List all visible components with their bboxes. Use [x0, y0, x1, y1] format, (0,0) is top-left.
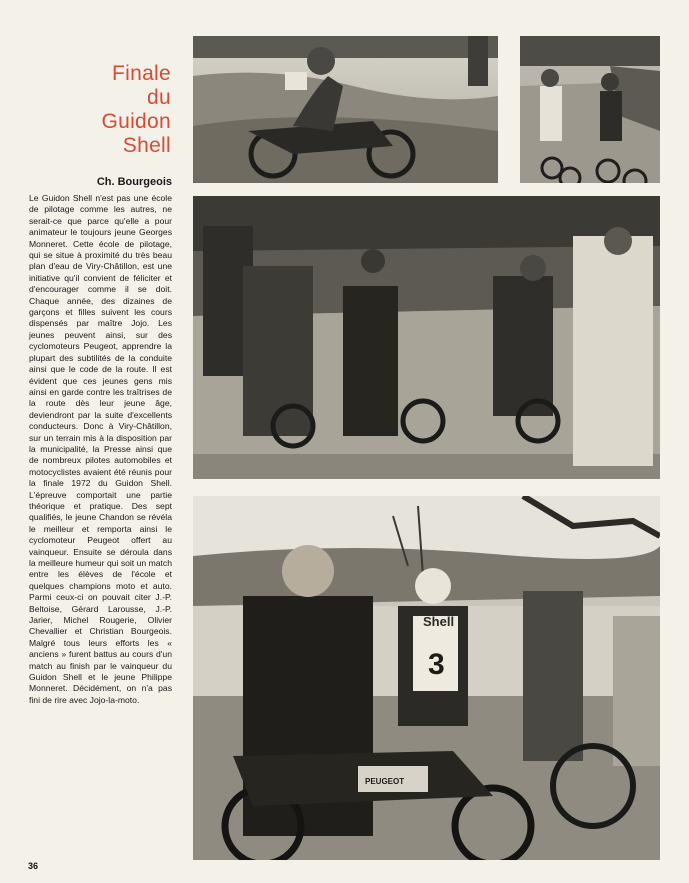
page-number: 36 [28, 861, 39, 871]
photo-rider-jump-image [193, 36, 498, 183]
photo-group-mopeds-image [193, 196, 660, 479]
photo-group-mopeds [193, 196, 660, 479]
author-byline: Ch. Bourgeois [96, 176, 172, 188]
peugeot-logo-text: PEUGEOT [365, 777, 405, 786]
title-line: Finale [112, 62, 171, 85]
photo-two-riders [520, 36, 660, 183]
bib-number: 3 [428, 648, 445, 681]
photo-shell-winner [193, 496, 660, 860]
title-line: Guidon [101, 110, 171, 133]
shell-bib-text: Shell [423, 614, 455, 629]
title-line: du [147, 86, 171, 109]
body-paragraph: Le Guidon Shell n'est pas une école de pilotage comme les autres, ne serait-ce que parce qu'elle a pour animateur le toujours jeune Georges Monneret. Cette école de pilotage, qui se situe à proximité du très beau plan d'eau de Viry-Châtillon, est une initiative qu'il convient de féliciter et d'encourager comme il se doit. Chaque année, des dizaines de garçons et filles suivent les cours dispensés par maître Jojo. Les jeunes peuvent ainsi, sur des cyclomoteurs Peugeot, apprendre la plupart des subtilités de la conduite ainsi que le code de la route. Il est évident que ces jeunes gens mis ainsi en garde contre les traîtrises de la route dès leur jeune âge, deviendront par la suite d'excellents conducteurs. Donc à Viry-Châtillon, sur un terrain mis à la disposition par la municipalité, la Presse ainsi que de nombreux pilotes automobiles et motocyclistes avaient été réunis pour la finale 1972 du Guidon Shell. L'épreuve comportait une partie théorique et pratique. Des sept qualifiés, le jeune Chandon se révéla le meilleur et remporta ainsi le cyclomoteur Peugeot offert au vainqueur. Ensuite se déroula dans la meilleure humeur qui soit un match entre les élèves de l'école et quelques champions moto et auto. Parmi ceux-ci on pouvait citer J.-P. Beltoise, Gérard Larousse, J.-P. Jarier, Michel Rougerie, Olivier Chevallier et Christian Bourgeois. Malgré tous leurs efforts les « anciens » furent battus au cours d'un match au finish par le vainqueur du Guidon Shell et le jeune Philippe Monneret. Décidément, on n'a pas fini de rire avec Jojo-la-moto. [29, 193, 172, 705]
article-body [29, 193, 172, 706]
article-title [101, 62, 171, 158]
photo-two-riders-image [520, 36, 660, 183]
title-line: Shell [122, 134, 171, 157]
photo-rider-jump [193, 36, 498, 183]
photo-shell-winner-image [193, 496, 660, 860]
